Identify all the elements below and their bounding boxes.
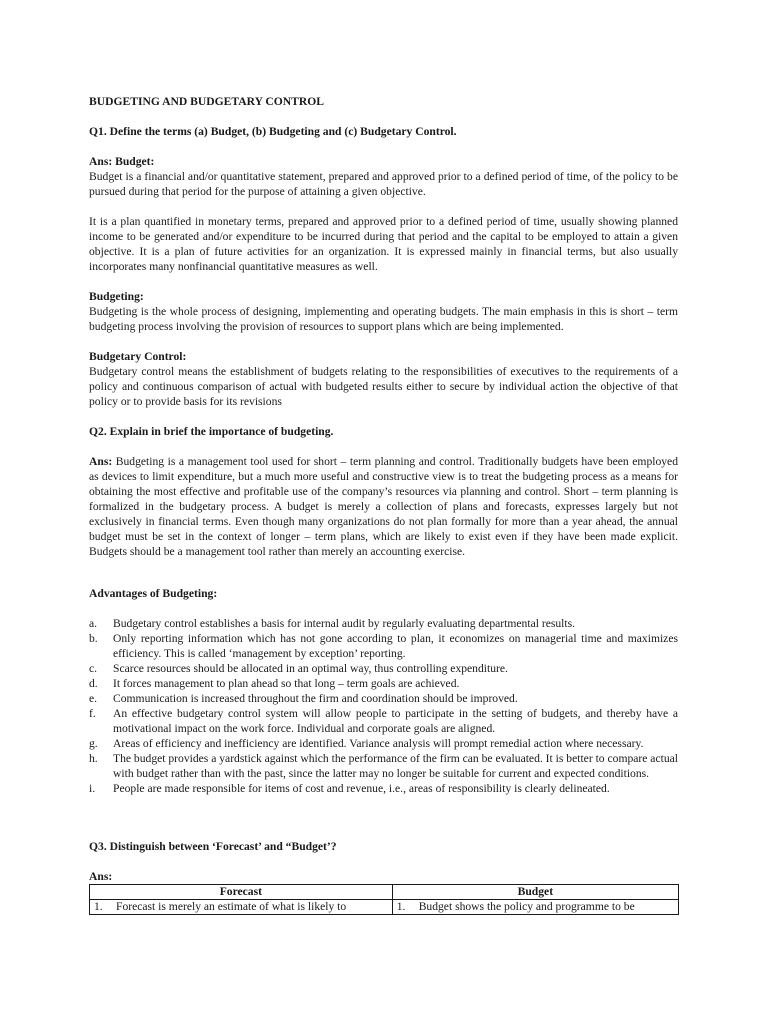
table-cell-forecast (90, 900, 393, 915)
question-1: Q1. Define the terms (a) Budget, (b) Budgeting and (c) Budgetary Control. (89, 125, 457, 138)
question-2: Q2. Explain in brief the importance of budgeting. (89, 425, 334, 438)
advantages-list (89, 616, 678, 796)
row-number: 1. (396, 900, 406, 913)
list-marker: d. (89, 677, 98, 690)
list-item-text: The budget provides a yardstick against which the performance of the firm can be evaluated. It is better to compare actual with budget rather than with the past, since the latter may no longer be suitable for current and expected conditions. (113, 752, 678, 780)
budgetary-control-heading: Budgetary Control: (89, 350, 187, 363)
list-item (89, 661, 678, 676)
budgeting-paragraph: Budgeting is the whole process of designing, implementing and operating budgets. The main emphasis in this is short – term budgeting process involving the provision of resources to support plans which are being implemented. (89, 305, 678, 333)
list-marker: e. (89, 692, 98, 705)
question-2-answer (89, 454, 678, 559)
list-marker: h. (89, 752, 98, 765)
list-marker: b. (89, 632, 98, 645)
cell-text: Forecast is merely an estimate of what is likely to (116, 900, 347, 913)
list-item-text: Only reporting information which has not gone according to plan, it economizes on managerial time and maximizes efficiency. This is called ‘management by exception’ reporting. (113, 632, 678, 660)
list-marker: g. (89, 737, 98, 750)
list-item-text: Scarce resources should be allocated in an optimal way, thus controlling expenditure. (113, 662, 508, 675)
budgetary-control-paragraph: Budgetary control means the establishment of budgets relating to the responsibilities of executives to the requirements of a policy and continuous comparison of actual with budgeted results either to secure by individual action the objective of that policy or to provide basis for its revisions (89, 365, 678, 408)
column-header-budget: Budget (392, 885, 678, 900)
list-item (89, 706, 678, 736)
answer-label: Ans: (89, 455, 113, 468)
list-item (89, 751, 678, 781)
list-item-text: Communication is increased throughout the firm and coordination should be improved. (113, 692, 518, 705)
list-item-text: Areas of efficiency and inefficiency are identified. Variance analysis will prompt remedial action where necessary. (113, 737, 644, 750)
list-marker: c. (89, 662, 98, 675)
cell-text: Budget shows the policy and programme to be (418, 900, 635, 913)
table-header-row (90, 885, 679, 900)
list-item-text: People are made responsible for items of cost and revenue, i.e., areas of responsibility is clearly delineated. (113, 782, 610, 795)
document-title: BUDGETING AND BUDGETARY CONTROL (89, 95, 325, 108)
list-item-text: It forces management to plan ahead so that long – term goals are achieved. (113, 677, 460, 690)
advantages-heading: Advantages of Budgeting: (89, 587, 218, 600)
row-number: 1. (94, 900, 103, 913)
table-cell-budget (392, 900, 678, 915)
list-marker: i. (89, 782, 96, 795)
list-item (89, 631, 678, 661)
list-marker: a. (89, 617, 98, 630)
table-row (90, 900, 679, 915)
list-item-text: Budgetary control establishes a basis for internal audit by regularly evaluating departmental results. (113, 617, 576, 630)
budget-definition-paragraph: Budget is a financial and/or quantitative statement, prepared and approved prior to a defined period of time, of the policy to be pursued during that period for the purpose of attaining a given objective. (89, 170, 678, 198)
list-item-text: An effective budgetary control system will allow people to participate in the setting of budgets, and thereby have a motivational impact on the work force. Individual and corporate goals are aligned. (113, 707, 678, 735)
list-item (89, 736, 678, 751)
budgeting-heading: Budgeting: (89, 290, 144, 303)
column-header-forecast: Forecast (90, 885, 393, 900)
answer-budget-heading: Ans: Budget: (89, 155, 155, 168)
list-item (89, 691, 678, 706)
list-marker: f. (89, 707, 96, 720)
list-item (89, 781, 678, 796)
question-3: Q3. Distinguish between ‘Forecast’ and “Budget’? (89, 840, 337, 853)
budget-plan-paragraph: It is a plan quantified in monetary terms, prepared and approved prior to a defined period of time, usually showing planned income to be generated and/or expenditure to be incurred during that period and the capital to be employed to attain a given objective. It is a plan of future activities for an organization. It is expressed mainly in financial terms, but also usually incorporates many nonfinancial quantitative measures as well. (89, 215, 678, 273)
question-2-answer-text: Budgeting is a management tool used for short – term planning and control. Traditionally budgets have been employed as devices to limit expenditure, but a much more useful and constructive view is to treat the budgeting process as a means for obtaining the most effective and profitable use of the company’s resources via planning and control. Short – term planning is formalized in the budgetary process. A budget is merely a collection of plans and forecasts, expresses largely but not exclusively in financial terms. Even though many organizations do not plan formally for more than a year ahead, the annual budget must be set in the context of longer – term plans, which are likely to exist even if they have been made explicit. Budgets should be a management tool rather than merely an accounting exercise. (89, 455, 678, 558)
list-item (89, 616, 678, 631)
forecast-budget-table (89, 884, 679, 915)
question-3-answer-label: Ans: (89, 870, 113, 883)
list-item (89, 676, 678, 691)
